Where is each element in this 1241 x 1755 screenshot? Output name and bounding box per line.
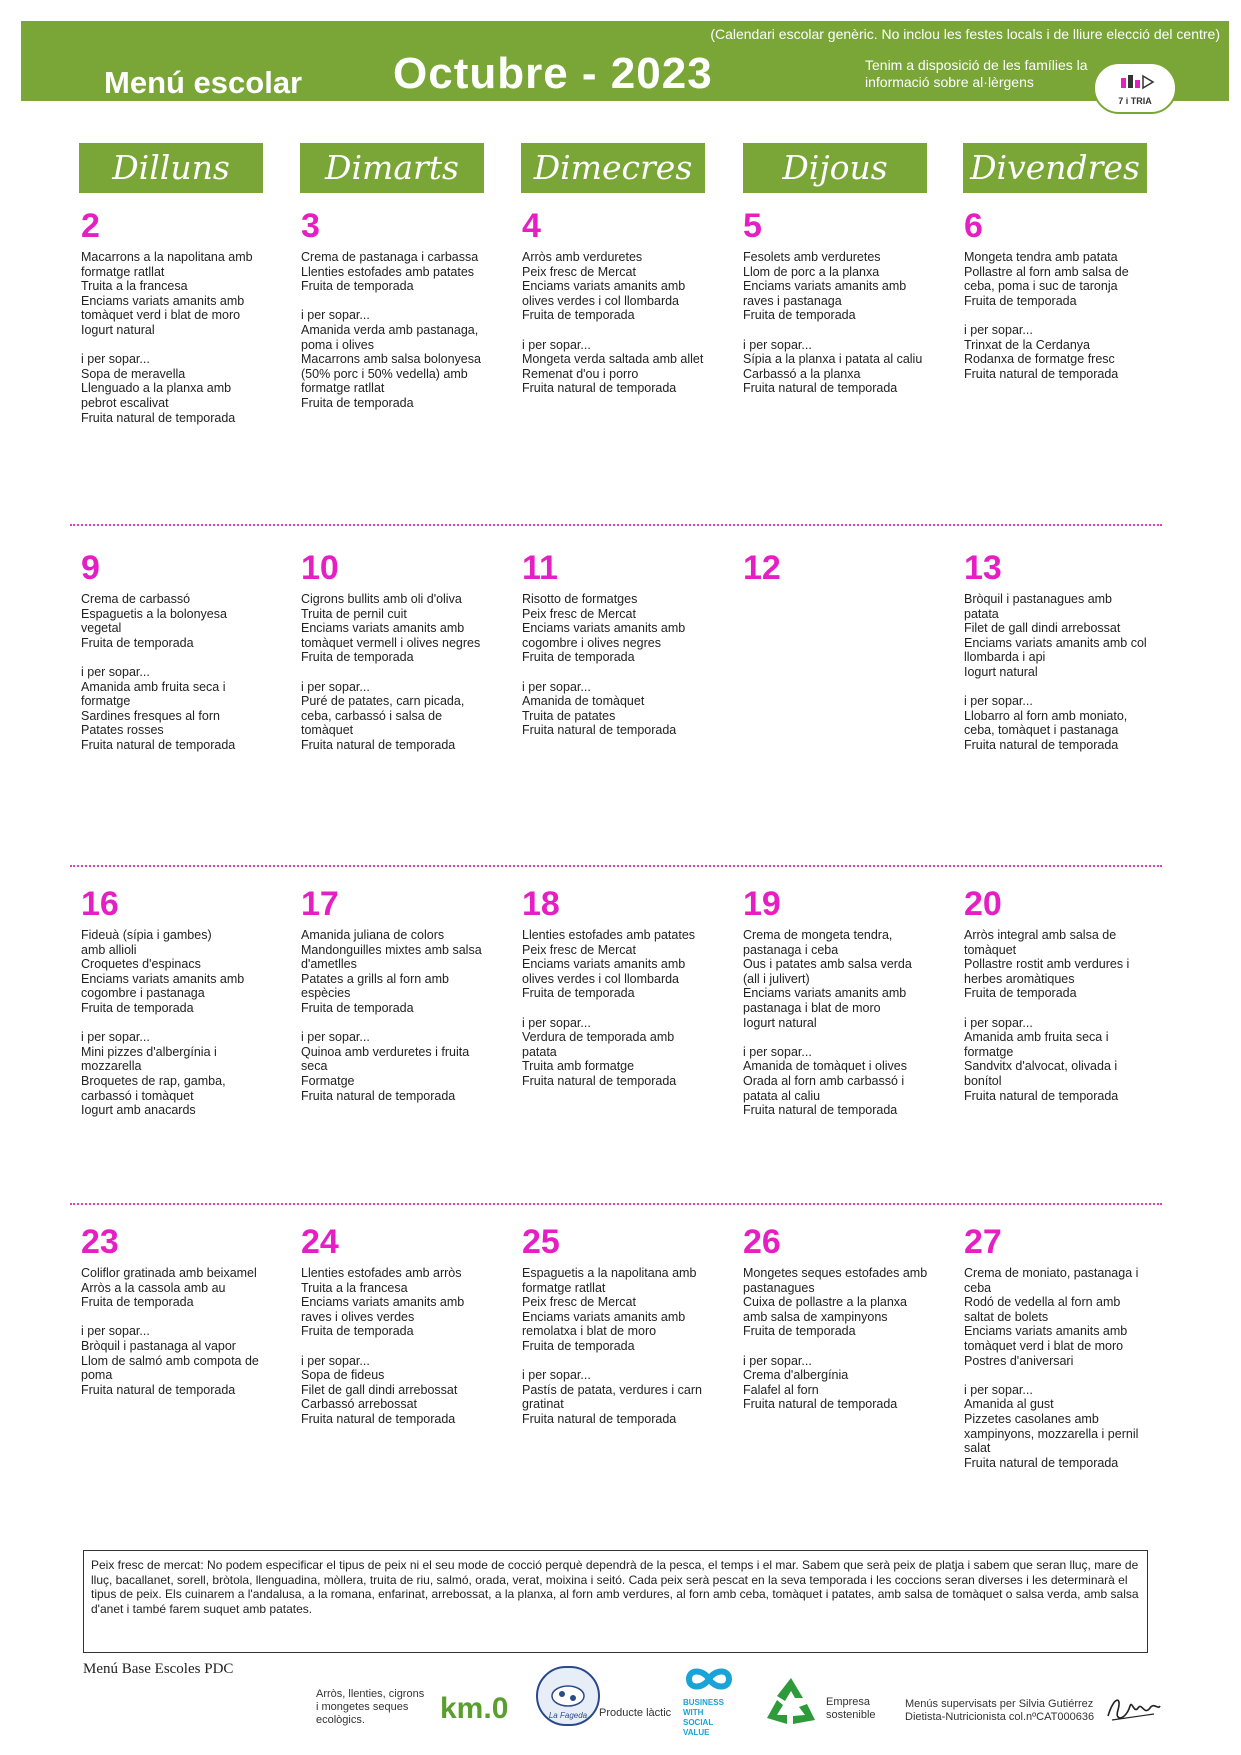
menu-item: Enciams variats amanits amb <box>743 279 907 294</box>
menu-item: Fruita de temporada <box>301 279 414 294</box>
day-number: 17 <box>301 885 339 923</box>
menu-item: Falafel al forn <box>743 1382 819 1397</box>
menu-gap <box>964 680 1150 695</box>
menu-item: vegetal <box>81 621 122 636</box>
menu-item: formatge ratllat <box>81 264 165 279</box>
day-number: 9 <box>81 549 100 587</box>
menu-item: formatge <box>81 694 131 709</box>
week-separator <box>70 865 1162 867</box>
menu-item: bonítol <box>964 1073 1002 1088</box>
menu-item: amb salsa de xampinyons <box>743 1309 888 1324</box>
menu-gap <box>522 323 708 338</box>
menu-item: ceba, tomàquet i pastanaga <box>964 723 1119 738</box>
menu-item: tomàquet verd i blat de moro <box>964 1338 1124 1353</box>
day-cell-3 <box>301 208 487 411</box>
menu-item: Fruita natural de temporada <box>964 737 1119 752</box>
menu-item: Puré de patates, carn picada, <box>301 694 465 709</box>
menu-item: Llenties estofades amb arròs <box>301 1266 462 1280</box>
menu-item: Llenties estofades amb patates <box>522 928 696 942</box>
menu-gap <box>743 1339 929 1354</box>
menu-item: Sandvitx d'alvocat, olivada i <box>964 1059 1118 1074</box>
menu-gap <box>81 1310 267 1325</box>
day-number: 24 <box>301 1223 339 1261</box>
menu-item: Carbassó arrebossat <box>301 1397 418 1412</box>
day-cell-16 <box>81 886 267 1118</box>
week-separator <box>70 1203 1162 1205</box>
menu-item: cogombre i olives negres <box>522 635 661 650</box>
menu-item: Macarrons a la napolitana amb <box>81 250 253 264</box>
menu-item: Postres d'aniversari <box>964 1353 1074 1368</box>
menu-gap <box>81 650 267 665</box>
menu-item: formatge <box>964 1044 1014 1059</box>
menu-item: Enciams variats amanits amb <box>301 621 465 636</box>
menu-item: Arròs integral amb salsa de <box>964 928 1117 942</box>
menu-item: pebrot escalivat <box>81 395 169 410</box>
sustainable-company-text: Empresa sostenible <box>826 1696 876 1721</box>
menu-item: i per sopar... <box>522 1368 591 1383</box>
supervision-line-1: Menús supervisats per Silvia Gutiérrez <box>905 1698 1094 1710</box>
day-number: 2 <box>81 207 100 245</box>
day-cell-25 <box>522 1224 708 1427</box>
menu-item: Fruita de temporada <box>522 308 635 323</box>
menu-item: salat <box>964 1441 991 1456</box>
supervision-note <box>905 1698 1094 1724</box>
menu-item: Risotto de formatges <box>522 592 638 606</box>
menu-item: Sípia a la planxa i patata al caliu <box>743 352 923 367</box>
menu-item: i per sopar... <box>81 664 150 679</box>
menu-item: mozzarella <box>81 1059 142 1074</box>
menu-gap <box>301 665 487 680</box>
day-cell-12 <box>743 550 929 592</box>
menu-item: (all i julivert) <box>743 971 810 986</box>
day-cell-20 <box>964 886 1150 1103</box>
day-cell-4 <box>522 208 708 396</box>
bwsv-line-1: BUSINESS <box>683 1698 724 1707</box>
menu-item: Fruita natural de temporada <box>81 1382 236 1397</box>
cow-icon <box>538 1674 598 1714</box>
day-number: 12 <box>743 549 781 587</box>
menu-item: Bròquil i pastanagues amb <box>964 592 1113 606</box>
ecological-note <box>316 1688 426 1727</box>
infinity-icon <box>683 1666 735 1692</box>
menu-item: Fruita natural de temporada <box>743 381 898 396</box>
menu-item: Enciams variats amanits amb col <box>964 635 1147 650</box>
menu-item: (50% porc i 50% vedella) amb <box>301 366 468 381</box>
menu-item: Fruita de temporada <box>522 1338 635 1353</box>
menu-item: Enciams variats amanits amb <box>522 621 686 636</box>
menu-item: Fruita de temporada <box>301 1324 414 1339</box>
menu-gap <box>301 1016 487 1031</box>
menu-item: Truita a la francesa <box>81 279 188 294</box>
menu-item: Fruita de temporada <box>743 1324 856 1339</box>
menu-item: Fruita de temporada <box>522 650 635 665</box>
day-cell-27 <box>964 1224 1150 1470</box>
menu-item: Crema de mongeta tendra, <box>743 928 893 942</box>
menu-gap <box>743 1030 929 1045</box>
menu-item: Bròquil i pastanaga al vapor <box>81 1338 236 1353</box>
menu-item: Cuixa de pollastre a la planxa <box>743 1295 907 1310</box>
menu-item: Amanida verda amb pastanaga, <box>301 322 479 337</box>
menu-item: Enciams variats amanits amb <box>522 1309 686 1324</box>
menu-item: poma i olives <box>301 337 374 352</box>
day-number: 16 <box>81 885 119 923</box>
menu-item: xampinyons, mozzarella i pernil <box>964 1426 1139 1441</box>
day-number: 23 <box>81 1223 119 1261</box>
menu-gap <box>522 1001 708 1016</box>
menu-item: tomàquet <box>964 942 1017 957</box>
menu-item: i per sopar... <box>301 308 370 323</box>
la-fageda-logo <box>536 1666 600 1726</box>
menu-item: pastanaga i blat de moro <box>743 1000 881 1015</box>
dayhead-divendres: Divendres <box>963 143 1147 193</box>
menu-item: Cigrons bullits amb oli d'oliva <box>301 592 462 606</box>
day-cell-6 <box>964 208 1150 381</box>
menu-item: cogombre i pastanaga <box>81 986 205 1001</box>
menu-item: Pollastre al forn amb salsa de <box>964 264 1129 279</box>
calendar-note: (Calendari escolar genèric. No inclou les festes locals i de lliure elecció del centre) <box>710 26 1220 42</box>
menu-item: Formatge <box>301 1073 355 1088</box>
menu-item: i per sopar... <box>743 1353 812 1368</box>
menu-item: Truita amb formatge <box>522 1059 635 1074</box>
ecological-text: Arròs, llenties, cigrons i mongetes seques ecològics. <box>316 1688 425 1726</box>
menu-item: Carbassó a la planxa <box>743 366 861 381</box>
menu-base-label: Menú Base Escoles PDC <box>83 1661 234 1677</box>
day-number: 27 <box>964 1223 1002 1261</box>
menu-item: raves i olives verdes <box>301 1309 415 1324</box>
menu-item: Fruita de temporada <box>743 308 856 323</box>
menu-item: Llenties estofades amb patates <box>301 264 475 279</box>
menu-item: tomàquet <box>301 723 354 738</box>
menu-gap <box>743 323 929 338</box>
day-number: 18 <box>522 885 560 923</box>
menu-item: Enciams variats amanits amb <box>964 1324 1128 1339</box>
menu-item: Amanida al gust <box>964 1397 1054 1412</box>
day-cell-23 <box>81 1224 267 1397</box>
menu-item: Amanida juliana de colors <box>301 928 445 942</box>
day-cell-17 <box>301 886 487 1103</box>
day-number: 6 <box>964 207 983 245</box>
menu-item: i per sopar... <box>522 679 591 694</box>
menu-item: Fruita de temporada <box>81 635 194 650</box>
menu-item: Mandonguilles mixtes amb salsa <box>301 942 482 957</box>
menu-item: Crema d'albergínia <box>743 1368 849 1383</box>
menu-item: espècies <box>301 986 351 1001</box>
month-title: Octubre - 2023 <box>393 49 713 98</box>
day-cell-2 <box>81 208 267 425</box>
day-cell-10 <box>301 550 487 753</box>
day-cell-9 <box>81 550 267 753</box>
menu-item: Sopa de fideus <box>301 1368 385 1383</box>
menu-item: Fesolets amb verduretes <box>743 250 881 264</box>
day-cell-26 <box>743 1224 929 1412</box>
menu-item: Enciams variats amanits amb <box>743 986 907 1001</box>
menu-item: Truita de pernil cuit <box>301 606 407 621</box>
supervision-line-2: Dietista-Nutricionista col.nºCAT000636 <box>905 1711 1095 1723</box>
menu-item: Fruita natural de temporada <box>964 366 1119 381</box>
day-cell-5 <box>743 208 929 396</box>
menu-item: Fruita de temporada <box>522 986 635 1001</box>
menu-item: Peix fresc de Mercat <box>522 942 636 957</box>
day-number: 25 <box>522 1223 560 1261</box>
menu-item: Amanida amb fruita seca i <box>81 679 226 694</box>
day-cell-18 <box>522 886 708 1089</box>
menu-item: Trinxat de la Cerdanya <box>964 337 1090 352</box>
menu-item: Truita de patates <box>522 708 616 723</box>
menu-item: Sardines fresques al forn <box>81 708 220 723</box>
menu-item: Amanida de tomàquet i olives <box>743 1059 907 1074</box>
menu-item: Fruita natural de temporada <box>964 1455 1119 1470</box>
menu-item: Pastís de patata, verdures i carn <box>522 1382 702 1397</box>
menu-item: i per sopar... <box>522 1015 591 1030</box>
menu-item: Croquetes d'espinacs <box>81 957 201 972</box>
menu-item: Llom de salmó amb compota de <box>81 1353 259 1368</box>
signature-icon <box>1104 1690 1164 1726</box>
bwsv-line-2: WITH <box>683 1708 704 1717</box>
menu-item: patata al caliu <box>743 1088 821 1103</box>
menu-item: Verdura de temporada amb <box>522 1030 675 1045</box>
day-number: 5 <box>743 207 762 245</box>
menu-item: Fruita natural de temporada <box>743 1397 898 1412</box>
menu-item: Iogurt natural <box>964 664 1038 679</box>
menu-item: Fruita natural de temporada <box>301 737 456 752</box>
menu-item: ceba, poma i suc de taronja <box>964 279 1118 294</box>
day-cell-11 <box>522 550 708 738</box>
la-fageda-text: La Fageda <box>548 1711 588 1720</box>
page-title: Menú escolar <box>104 65 303 100</box>
menu-item: i per sopar... <box>301 679 370 694</box>
menu-item: seca <box>301 1059 328 1074</box>
menu-item: Amanida amb fruita seca i <box>964 1030 1109 1045</box>
menu-item: Fruita natural de temporada <box>301 1411 456 1426</box>
day-cell-13 <box>964 550 1150 753</box>
menu-item: Rodó de vedella al forn amb <box>964 1295 1121 1310</box>
menu-item: Mongeta verda saltada amb allet <box>522 352 704 367</box>
menu-item: Broquetes de rap, gamba, <box>81 1073 226 1088</box>
menu-item: Orada al forn amb carbassó i <box>743 1073 905 1088</box>
menu-item: Fruita de temporada <box>301 395 414 410</box>
menu-item: Enciams variats amanits amb <box>522 279 686 294</box>
menu-item: Iogurt natural <box>81 322 155 337</box>
menu-item: i per sopar... <box>964 322 1033 337</box>
menu-item: i per sopar... <box>743 337 812 352</box>
menu-item: ceba <box>964 1280 992 1295</box>
day-number: 26 <box>743 1223 781 1261</box>
dayhead-dimecres: Dimecres <box>521 143 705 193</box>
menu-item: Llenguado a la planxa amb <box>81 381 232 396</box>
menu-item: Amanida de tomàquet <box>522 694 645 709</box>
menu-item: raves i pastanaga <box>743 293 842 308</box>
menu-item: Fruita de temporada <box>301 1000 414 1015</box>
day-number: 4 <box>522 207 541 245</box>
menu-item: Ous i patates amb salsa verda <box>743 957 912 972</box>
dayhead-dijous: Dijous <box>743 143 927 193</box>
menu-item: Filet de gall dindi arrebossat <box>301 1382 458 1397</box>
menu-item: Remenat d'ou i porro <box>522 366 639 381</box>
menu-item: Sopa de meravella <box>81 366 186 381</box>
recycle-icon <box>763 1674 819 1728</box>
menu-item: carbassó i tomàquet <box>81 1088 194 1103</box>
menu-item: Peix fresc de Mercat <box>522 264 636 279</box>
menu-item: Patates a grills al forn amb <box>301 971 449 986</box>
menu-item: Crema de moniato, pastanaga i <box>964 1266 1139 1280</box>
menu-item: Macarrons amb salsa bolonyesa <box>301 352 481 367</box>
menu-item: tomàquet verd i blat de moro <box>81 308 241 323</box>
bwsv-logo <box>683 1666 737 1737</box>
menu-item: Enciams variats amanits amb <box>301 1295 465 1310</box>
logo-text: 7 i TRIA <box>1118 96 1152 106</box>
day-cell-24 <box>301 1224 487 1427</box>
menu-item: Rodanxa de formatge fresc <box>964 352 1115 367</box>
menu-item: amb allioli <box>81 942 137 957</box>
fish-note: Peix fresc de mercat: No podem especificar el tipus de peix ni el seu mode de cocció perquè dependrà de la pesca, el temps i el mar. Sabem que serà peix de platja i sabem que seran lluç, mare de lluç, bacallanet, sorell, bròtola, llenguadina, mòllera, truita de riu, salmó, orada, verat, moixina i seitó. Cada peix serà pescat en la seva temporada i les coccions seran diverses i les determinarà el tipus de peix. Els cuinarem a l'andalusa, a la romana, enfarinat, arrebossat, a la planxa, al forn amb verdures, al forn amb ceba, tomàquet i patates, amb salsa de tomàquet o salsa verda, amb salsa d'anet i també farem suquet amb patates. <box>91 1558 1139 1616</box>
menu-gap <box>964 308 1150 323</box>
menu-item: formatge ratllat <box>522 1280 606 1295</box>
menu-gap <box>964 1368 1150 1383</box>
menu-item: Espaguetis a la napolitana amb <box>522 1266 697 1280</box>
week-separator <box>70 524 1162 526</box>
header-banner <box>21 21 1229 101</box>
menu-item: Fruita natural de temporada <box>522 1411 677 1426</box>
menu-item: Fruita de temporada <box>301 650 414 665</box>
menu-item: Fruita natural de temporada <box>522 723 677 738</box>
menu-item: d'ametlles <box>301 957 357 972</box>
day-number: 19 <box>743 885 781 923</box>
menu-item: Fruita natural de temporada <box>301 1088 456 1103</box>
menu-item: i per sopar... <box>81 1030 150 1045</box>
menu-item: i per sopar... <box>964 1015 1033 1030</box>
sustainable-company-label <box>826 1696 886 1722</box>
menu-item: Coliflor gratinada amb beixamel <box>81 1266 257 1280</box>
figures-icon <box>1119 72 1155 94</box>
menu-item: patata <box>964 606 999 621</box>
day-number: 3 <box>301 207 320 245</box>
menu-item: Fruita de temporada <box>81 1000 194 1015</box>
menu-item: Pizzetes casolanes amb <box>964 1411 1099 1426</box>
menu-item: Fruita natural de temporada <box>81 737 236 752</box>
menu-item: Peix fresc de Mercat <box>522 1295 636 1310</box>
km0-logo: km.0 <box>440 1692 509 1725</box>
menu-item: Peix fresc de Mercat <box>522 606 636 621</box>
menu-item: Fruita de temporada <box>964 293 1077 308</box>
menu-item: Llobarro al forn amb moniato, <box>964 708 1128 723</box>
menu-item: Arròs amb verduretes <box>522 250 643 264</box>
menu-gap <box>81 1016 267 1031</box>
menu-item: i per sopar... <box>522 337 591 352</box>
menu-gap <box>964 1001 1150 1016</box>
menu-gap <box>522 665 708 680</box>
menu-item: Crema de pastanaga i carbassa <box>301 250 479 264</box>
menu-item: olives verdes i col llombarda <box>522 971 680 986</box>
menu-gap <box>301 294 487 309</box>
menu-item: Mongetes seques estofades amb <box>743 1266 928 1280</box>
menu-item: Fruita natural de temporada <box>522 1073 677 1088</box>
menu-item: Fruita natural de temporada <box>743 1103 898 1118</box>
menu-item: i per sopar... <box>81 1324 150 1339</box>
menu-item: Arròs a la cassola amb au <box>81 1280 226 1295</box>
menu-item: Filet de gall dindi arrebossat <box>964 621 1121 636</box>
menu-item: Llom de porc a la planxa <box>743 264 880 279</box>
dayhead-dimarts: Dimarts <box>300 143 484 193</box>
menu-item: Quinoa amb verduretes i fruita <box>301 1044 470 1059</box>
menu-item: saltat de bolets <box>964 1309 1049 1324</box>
menu-item: Iogurt amb anacards <box>81 1103 196 1118</box>
menu-item: Fruita de temporada <box>964 986 1077 1001</box>
day-cell-19 <box>743 886 929 1118</box>
menu-item: Mini pizzes d'albergínia i <box>81 1044 217 1059</box>
menu-item: i per sopar... <box>743 1044 812 1059</box>
menu-item: Crema de carbassó <box>81 592 191 606</box>
menu-item: llombarda i api <box>964 650 1046 665</box>
bwsv-line-4: VALUE <box>683 1728 710 1737</box>
menu-item: formatge ratllat <box>301 381 385 396</box>
menu-gap <box>301 1339 487 1354</box>
menu-item: Enciams variats amanits amb <box>522 957 686 972</box>
menu-item: pastanaga i ceba <box>743 942 839 957</box>
fish-note-box <box>83 1550 1148 1653</box>
menu-item: tomàquet vermell i olives negres <box>301 635 481 650</box>
menu-item: i per sopar... <box>81 352 150 367</box>
dairy-product-label: Producte làctic <box>599 1707 672 1719</box>
menu-item: Enciams variats amanits amb <box>81 971 245 986</box>
menu-item: Fruita natural de temporada <box>81 410 236 425</box>
day-number: 10 <box>301 549 339 587</box>
menu-item: gratinat <box>522 1397 564 1412</box>
menu-item: patata <box>522 1044 557 1059</box>
menu-item: poma <box>81 1368 113 1383</box>
menu-item: Fideuà (sípia i gambes) <box>81 928 212 942</box>
menu-item: Patates rosses <box>81 723 164 738</box>
menu-item: i per sopar... <box>964 694 1033 709</box>
menu-item: Mongeta tendra amb patata <box>964 250 1118 264</box>
menu-item: Enciams variats amanits amb <box>81 293 245 308</box>
menu-item: i per sopar... <box>964 1382 1033 1397</box>
7itria-logo <box>1093 62 1177 114</box>
menu-item: remolatxa i blat de moro <box>522 1324 657 1339</box>
menu-gap <box>81 338 267 353</box>
menu-item: Truita a la francesa <box>301 1280 408 1295</box>
menu-item: herbes aromàtiques <box>964 971 1075 986</box>
menu-item: Iogurt natural <box>743 1015 817 1030</box>
bwsv-line-3: SOCIAL <box>683 1718 714 1727</box>
menu-item: Fruita natural de temporada <box>964 1088 1119 1103</box>
day-number: 11 <box>522 549 558 587</box>
menu-item: Fruita natural de temporada <box>522 381 677 396</box>
menu-item: Espaguetis a la bolonyesa <box>81 606 227 621</box>
menu-item: i per sopar... <box>301 1353 370 1368</box>
menu-item: olives verdes i col llombarda <box>522 293 680 308</box>
menu-item: i per sopar... <box>301 1030 370 1045</box>
menu-item: Pollastre rostit amb verdures i <box>964 957 1130 972</box>
menu-item: pastanagues <box>743 1280 815 1295</box>
menu-item: ceba, carbassó i salsa de <box>301 708 443 723</box>
allergen-info: Tenim a disposició de les famílies la informació sobre al·lèrgens <box>865 57 1088 90</box>
menu-gap <box>522 1354 708 1369</box>
dayhead-dilluns: Dilluns <box>79 143 263 193</box>
menu-item: Fruita de temporada <box>81 1295 194 1310</box>
day-number: 20 <box>964 885 1002 923</box>
day-number: 13 <box>964 549 1002 587</box>
